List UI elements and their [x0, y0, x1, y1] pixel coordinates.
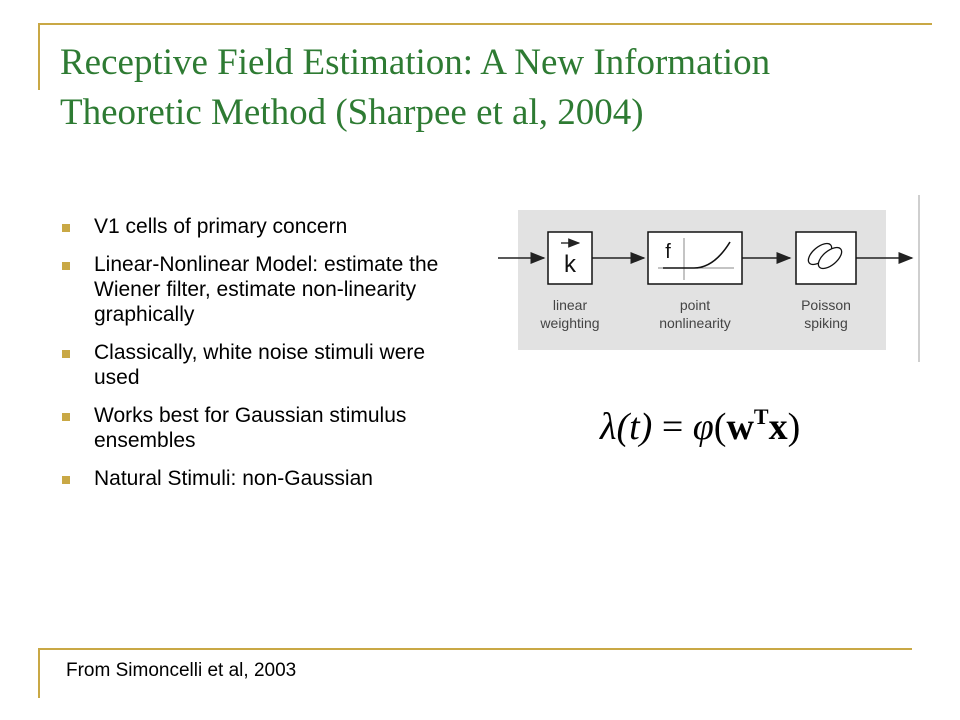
bottom-divider-line	[38, 648, 912, 650]
bullet-square-icon	[62, 413, 70, 421]
bullet-text: V1 cells of primary concern	[94, 215, 348, 238]
formula-lhs: λ(t)	[600, 406, 653, 448]
nonlinearity-symbol: f	[665, 241, 671, 263]
bottom-left-tick	[38, 648, 40, 698]
nonlinearity-block	[648, 232, 742, 284]
formula-transpose: T	[753, 404, 769, 429]
bullet-square-icon	[62, 262, 70, 270]
formula-x: x	[768, 406, 788, 448]
bullet-text: Works best for Gaussian stimulus ensembles	[94, 404, 407, 452]
poisson-label-2: spiking	[804, 315, 848, 331]
bullet-list	[62, 214, 462, 504]
title-line-1: Receptive Field Estimation: A New Information	[60, 42, 771, 83]
filter-symbol: k	[564, 251, 576, 278]
bullet-text: Linear-Nonlinear Model: estimate the Wiener filter, estimate non-linearity graphically	[94, 253, 439, 326]
bullet-item	[62, 214, 462, 239]
formula-open-paren: (	[713, 406, 727, 448]
bullet-text: Natural Stimuli: non-Gaussian	[94, 467, 373, 490]
bullet-item	[62, 403, 462, 453]
ln-model-diagram	[498, 190, 922, 366]
slide-title	[60, 38, 920, 138]
bullet-square-icon	[62, 476, 70, 484]
formula-close-paren: )	[787, 406, 801, 448]
nonlinearity-label-2: nonlinearity	[659, 315, 731, 331]
bullet-item	[62, 340, 462, 390]
bullet-item	[62, 252, 462, 327]
nonlinearity-label-1: point	[679, 297, 711, 313]
source-citation: From Simoncelli et al, 2003	[66, 660, 297, 681]
bullet-item	[62, 466, 462, 491]
bullet-square-icon	[62, 350, 70, 358]
linear-label-2: weighting	[540, 315, 600, 331]
formula-w: w	[726, 406, 754, 448]
bullet-square-icon	[62, 224, 70, 232]
linear-label-1: linear	[552, 297, 588, 313]
poisson-label-1: Poisson	[801, 297, 851, 313]
formula-equals: =	[652, 406, 693, 448]
bullet-text: Classically, white noise stimuli were used	[94, 341, 426, 389]
left-border-line	[38, 23, 40, 90]
top-border-line	[38, 23, 932, 25]
title-line-2: Theoretic Method (Sharpee et al, 2004)	[60, 92, 644, 133]
formula-phi: φ	[692, 406, 714, 448]
ln-formula	[600, 405, 800, 449]
